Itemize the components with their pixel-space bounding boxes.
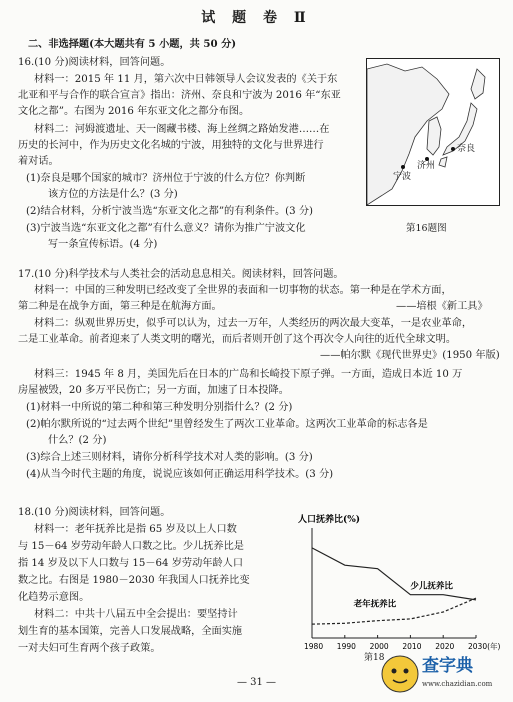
q18-stem: 18.(10 分)阅读材料，回答问题。: [18, 507, 171, 518]
q18-material1-line: 化趋势示意图。: [18, 592, 90, 603]
x-tick-label: 1990: [336, 642, 356, 651]
q16-material1-line: 北亚和平与合作的联合宣言》指出：济州、奈良和宁波为 2016 年“东亚: [18, 90, 341, 101]
q18-figure-caption: 第18: [364, 653, 385, 663]
q16-question: 该方位的方法是什么？(3 分): [48, 189, 178, 200]
q18-material2-line: 划生育的基本国策，完善人口发展战略，全面实施: [18, 626, 243, 637]
page-number: — 31 —: [236, 677, 277, 688]
q16-material2-line: 材料二：河姆渡遗址、天一阁藏书楼、海上丝绸之路始发港……在: [34, 124, 330, 135]
map-drawing: [367, 59, 499, 205]
q17-stem: 17.(10 分)科学技术与人类社会的活动息息相关。阅读材料，回答问题。: [18, 269, 344, 280]
ningbo-dot: [401, 165, 405, 169]
q18-material1-line: 与 15－64 岁劳动年龄人口数之比。少儿抚养比是: [18, 541, 244, 552]
q17-material3-line: 材料三：1945 年 8 月，美国先后在日本的广岛和长崎投下原子弹。一方面，造成日本近 10 万: [34, 369, 463, 380]
q16-question: (3)宁波当选“东亚文化之都”有什么意义？请你为推广宁波文化: [26, 223, 306, 234]
chart-title: 人口抚养比(%): [298, 515, 361, 525]
q16-question: (2)结合材料，分析宁波当选“东亚文化之都”的有利条件。(3 分): [26, 206, 314, 217]
x-tick-label: 2010: [402, 642, 422, 651]
q18-material2-line: 材料二：中共十八届五中全会提出：要坚持计: [34, 609, 238, 620]
logo-url: www.chazidian.com: [422, 680, 493, 688]
q17-question: (4)从当今时代主题的角度，说说应该如何正确运用科学技术。(3 分): [26, 469, 334, 480]
dependency-ratio-chart: [298, 512, 508, 652]
q17-question: (1)材料一中所说的第二种和第三种发明分别指什么？(2 分): [26, 402, 293, 413]
map-label-ningbo: 宁波: [393, 172, 412, 182]
q16-figure-caption: 第16题图: [406, 223, 447, 234]
x-tick-label: 2030(年): [468, 642, 501, 651]
chart-svg: [298, 512, 508, 652]
q17-material2-line: 二是工业革命。前者迎来了人类文明的曙光，而后者则开创了这个再次令人向往的近代全球文明。: [18, 334, 457, 345]
q16-stem: 16.(10 分)阅读材料，回答问题。: [18, 57, 171, 68]
q17-material1-line: 第二种是在战争方面，第三种是在航海方面。: [18, 301, 222, 312]
q17-material1-source: ——培根《新工具》: [396, 301, 488, 312]
section-heading: 二、非选择题(本大题共有 5 小题，共 50 分): [28, 38, 237, 50]
series-label: 老年抚养比: [353, 599, 397, 610]
q17-question: (2)帕尔默所说的“过去两个世纪”里曾经发生了两次工业革命。这两次工业革命的标志各是: [26, 419, 428, 430]
q16-question: 写一条宣传标语。(4 分): [48, 239, 158, 250]
map-label-jizhou: 济州: [417, 161, 436, 171]
q17-material1-line: 材料一：中国的三种发明已经改变了全世界的表面和一切事物的状态。第一种是在学术方面，: [34, 285, 452, 296]
q17-question: 什么？(2 分): [48, 435, 107, 446]
q16-question: (1)奈良是哪个国家的城市？济州位于宁波的什么方位？你判断: [26, 173, 306, 184]
q16-material2-line: 着对话。: [18, 156, 59, 167]
chazidian-logo: [378, 652, 508, 698]
q17-question: (3)综合上述三则材料，请你分析科学技术对人类的影响。(3 分): [26, 452, 313, 463]
series-label: 少儿抚养比: [410, 581, 453, 592]
logo-name: 查字典: [422, 656, 473, 676]
x-tick-label: 2000: [369, 642, 389, 651]
q18-material1-line: 材料一：老年抚养比是指 65 岁及以上人口数: [34, 524, 237, 535]
q17-material2-line: 材料二：纵观世界历史，似乎可以认为，过去一万年，人类经历的两次最大变革，一是农业革命，: [34, 318, 473, 329]
q18-material1-line: 数之比。右图是 1980－2030 年我国人口抚养比变: [18, 575, 250, 586]
series-line: [312, 548, 476, 600]
q17-material2-source: ——帕尔默《现代世界史》(1950 年版): [320, 350, 500, 361]
nara-dot: [451, 147, 455, 151]
q16-material1-line: 文化之都”。右图为 2016 年东亚文化之都分布图。: [18, 106, 250, 117]
q18-material2-line: 一对夫妇可生育两个孩子政策。: [18, 643, 161, 654]
x-tick-label: 1980: [304, 642, 324, 651]
q18-material1-line: 指 14 岁及以下人口数与 15－64 岁劳动年龄人口: [18, 558, 244, 569]
map-label-nara: 奈良: [457, 144, 476, 154]
east-asia-map: [366, 58, 500, 206]
x-tick-label: 2020: [435, 642, 455, 651]
q16-material2-line: 历史的长河中，作为历史文化名城的宁波，用独特的文化与世界进行: [18, 140, 324, 151]
page-title: 试 题 卷 Ⅱ: [201, 10, 312, 26]
q16-material1-line: 材料一：2015 年 11 月，第六次中日韩领导人会议发表的《关于东: [34, 74, 338, 85]
q17-material3-line: 房屋被毁，20 多万平民伤亡；另一方面，加速了日本投降。: [18, 385, 289, 396]
